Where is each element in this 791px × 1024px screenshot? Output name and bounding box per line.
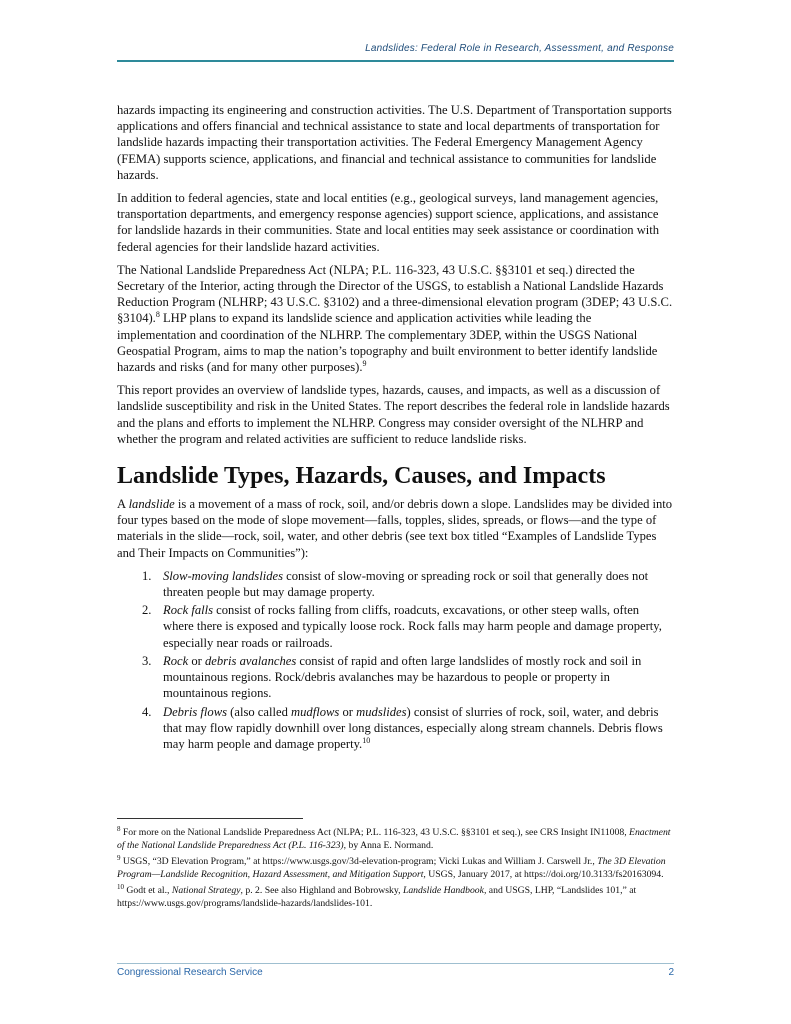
footer-rule bbox=[117, 963, 674, 964]
footnote: $^8$ For more on the National Landslide Preparedness Act (NLPA; P.L. 116-323, 43 U.S.C. §§3101 et seq.), see CRS Insight IN11008, Enactment of the National Landslide Preparedness Act (P.L. 116-323), by Anna E. Normand. bbox=[117, 824, 671, 851]
body-paragraph: hazards impacting its engineering and construction activities. The U.S. Department of Transportation supports applications and offers financial and technical assistance to state and local departments of transportation for landslide hazards impacting their transportation activities. The Federal Emergency Management Agency (FEMA) supports science, applications, and financial and technical assistance to communities for landslide hazards. bbox=[117, 103, 672, 182]
footnote: $^{10}$ Godt et al., National Strategy, p. 2. See also Highland and Bobrowsky, Landslide Handbook, and USGS, LHP, “Landslides 101,” at https://www.usgs.gov/programs/landslide-hazards/landslides-101. bbox=[117, 882, 637, 909]
list-item: 2. Rock falls consist of rocks falling from cliffs, roadcuts, excavations, or other steep walls, often where there is exposed and typically loose rock. Rock falls may harm people and damage property, especially near roads or railroads. bbox=[142, 603, 662, 650]
footer-org: Congressional Research Service bbox=[117, 967, 263, 978]
footnote-ref[interactable]: 8 bbox=[155, 310, 160, 320]
footnote: $^9$ USGS, “3D Elevation Program,” at https://www.usgs.gov/3d-elevation-program; Vicki Lukas and William J. Carswell Jr., The 3D Elevation Program—Landslide Recognition, Hazard Assessment, and Mitigation Support, USGS, January 2017, at https://doi.org/10.3133/fs20163094. bbox=[117, 853, 666, 880]
main-content bbox=[117, 102, 673, 754]
footnotes bbox=[117, 826, 677, 913]
list-item: 4. Debris flows (also called mudflows or mudslides) consist of slurries of rock, soil, water, and debris that may flow rapidly downhill over long distances, especially along stream channels. Debris flows may harm people and damage property.$^{10}$ bbox=[142, 704, 663, 751]
body-paragraph: The National Landslide Preparedness Act (NLPA; P.L. 116-323, 43 U.S.C. §§3101 et seq.) directed the Secretary of the Interior, acting through the Director of the USGS, to establish a National Landslide Hazards Reduction Program (NLHRP; 43 U.S.C. §3102) and a three-dimensional elevation program (3DEP; 43 U.S.C. §3104).$^8$ LHP plans to expand its landslide science and application activities while leading the implementation and coordination of the NLHRP. The complementary 3DEP, within the USGS National Geospatial Program, aims to map the nation’s topography and built environment to better identify landslide hazards and risks (and for many other purposes).$^9$ bbox=[117, 262, 673, 375]
list-item: 3. Rock or debris avalanches consist of rapid and often large landslides of mostly rock and soil in mountainous regions. Rock/debris avalanches may be hazardous to people or property in mountainous regions. bbox=[142, 653, 642, 701]
defined-term: landslide bbox=[128, 497, 175, 512]
header-rule bbox=[117, 60, 674, 62]
list-item: 1. Slow-moving landslides consist of slow-moving or spreading rock or soil that generally does not threaten people but may damage property. bbox=[142, 568, 649, 600]
footnote-divider bbox=[117, 818, 303, 819]
body-paragraph: In addition to federal agencies, state and local entities (e.g., geological surveys, land management agencies, transportation departments, and emergency response agencies) support science, applications, and assistance for landslide hazards in their communities. State and local entities may seek assistance or coordination with federal agencies for their landslide hazard activities. bbox=[117, 191, 660, 254]
running-header: Landslides: Federal Role in Research, Assessment, and Response bbox=[365, 43, 674, 54]
body-paragraph: This report provides an overview of landslide types, hazards, causes, and impacts, as well as a discussion of landslide susceptibility and risk in the United States. The report describes the federal role in landslide hazards and the plans and efforts to implement the NLHRP. Congress may consider oversight of the NLHRP and whether the program and related activities are sufficient to reduce landslide risks. bbox=[117, 383, 670, 446]
landslide-types-list bbox=[117, 568, 673, 752]
footnote-ref[interactable]: 9 bbox=[362, 358, 367, 368]
footnote-ref[interactable]: 10 bbox=[362, 735, 371, 745]
page-number: 2 bbox=[668, 967, 674, 978]
section-intro: A landslide is a movement of a mass of rock, soil, and/or debris down a slope. Landslides may be divided into four types based on the mode of slope movement—falls, topples, slides, spreads, or flows—and the type of materials in the slide—rock, soil, water, and other debris (see text box titled “Examples of Landslide Types and Their Impacts on Communities”): bbox=[117, 497, 673, 560]
section-heading: Landslide Types, Hazards, Causes, and Impacts bbox=[117, 463, 606, 490]
